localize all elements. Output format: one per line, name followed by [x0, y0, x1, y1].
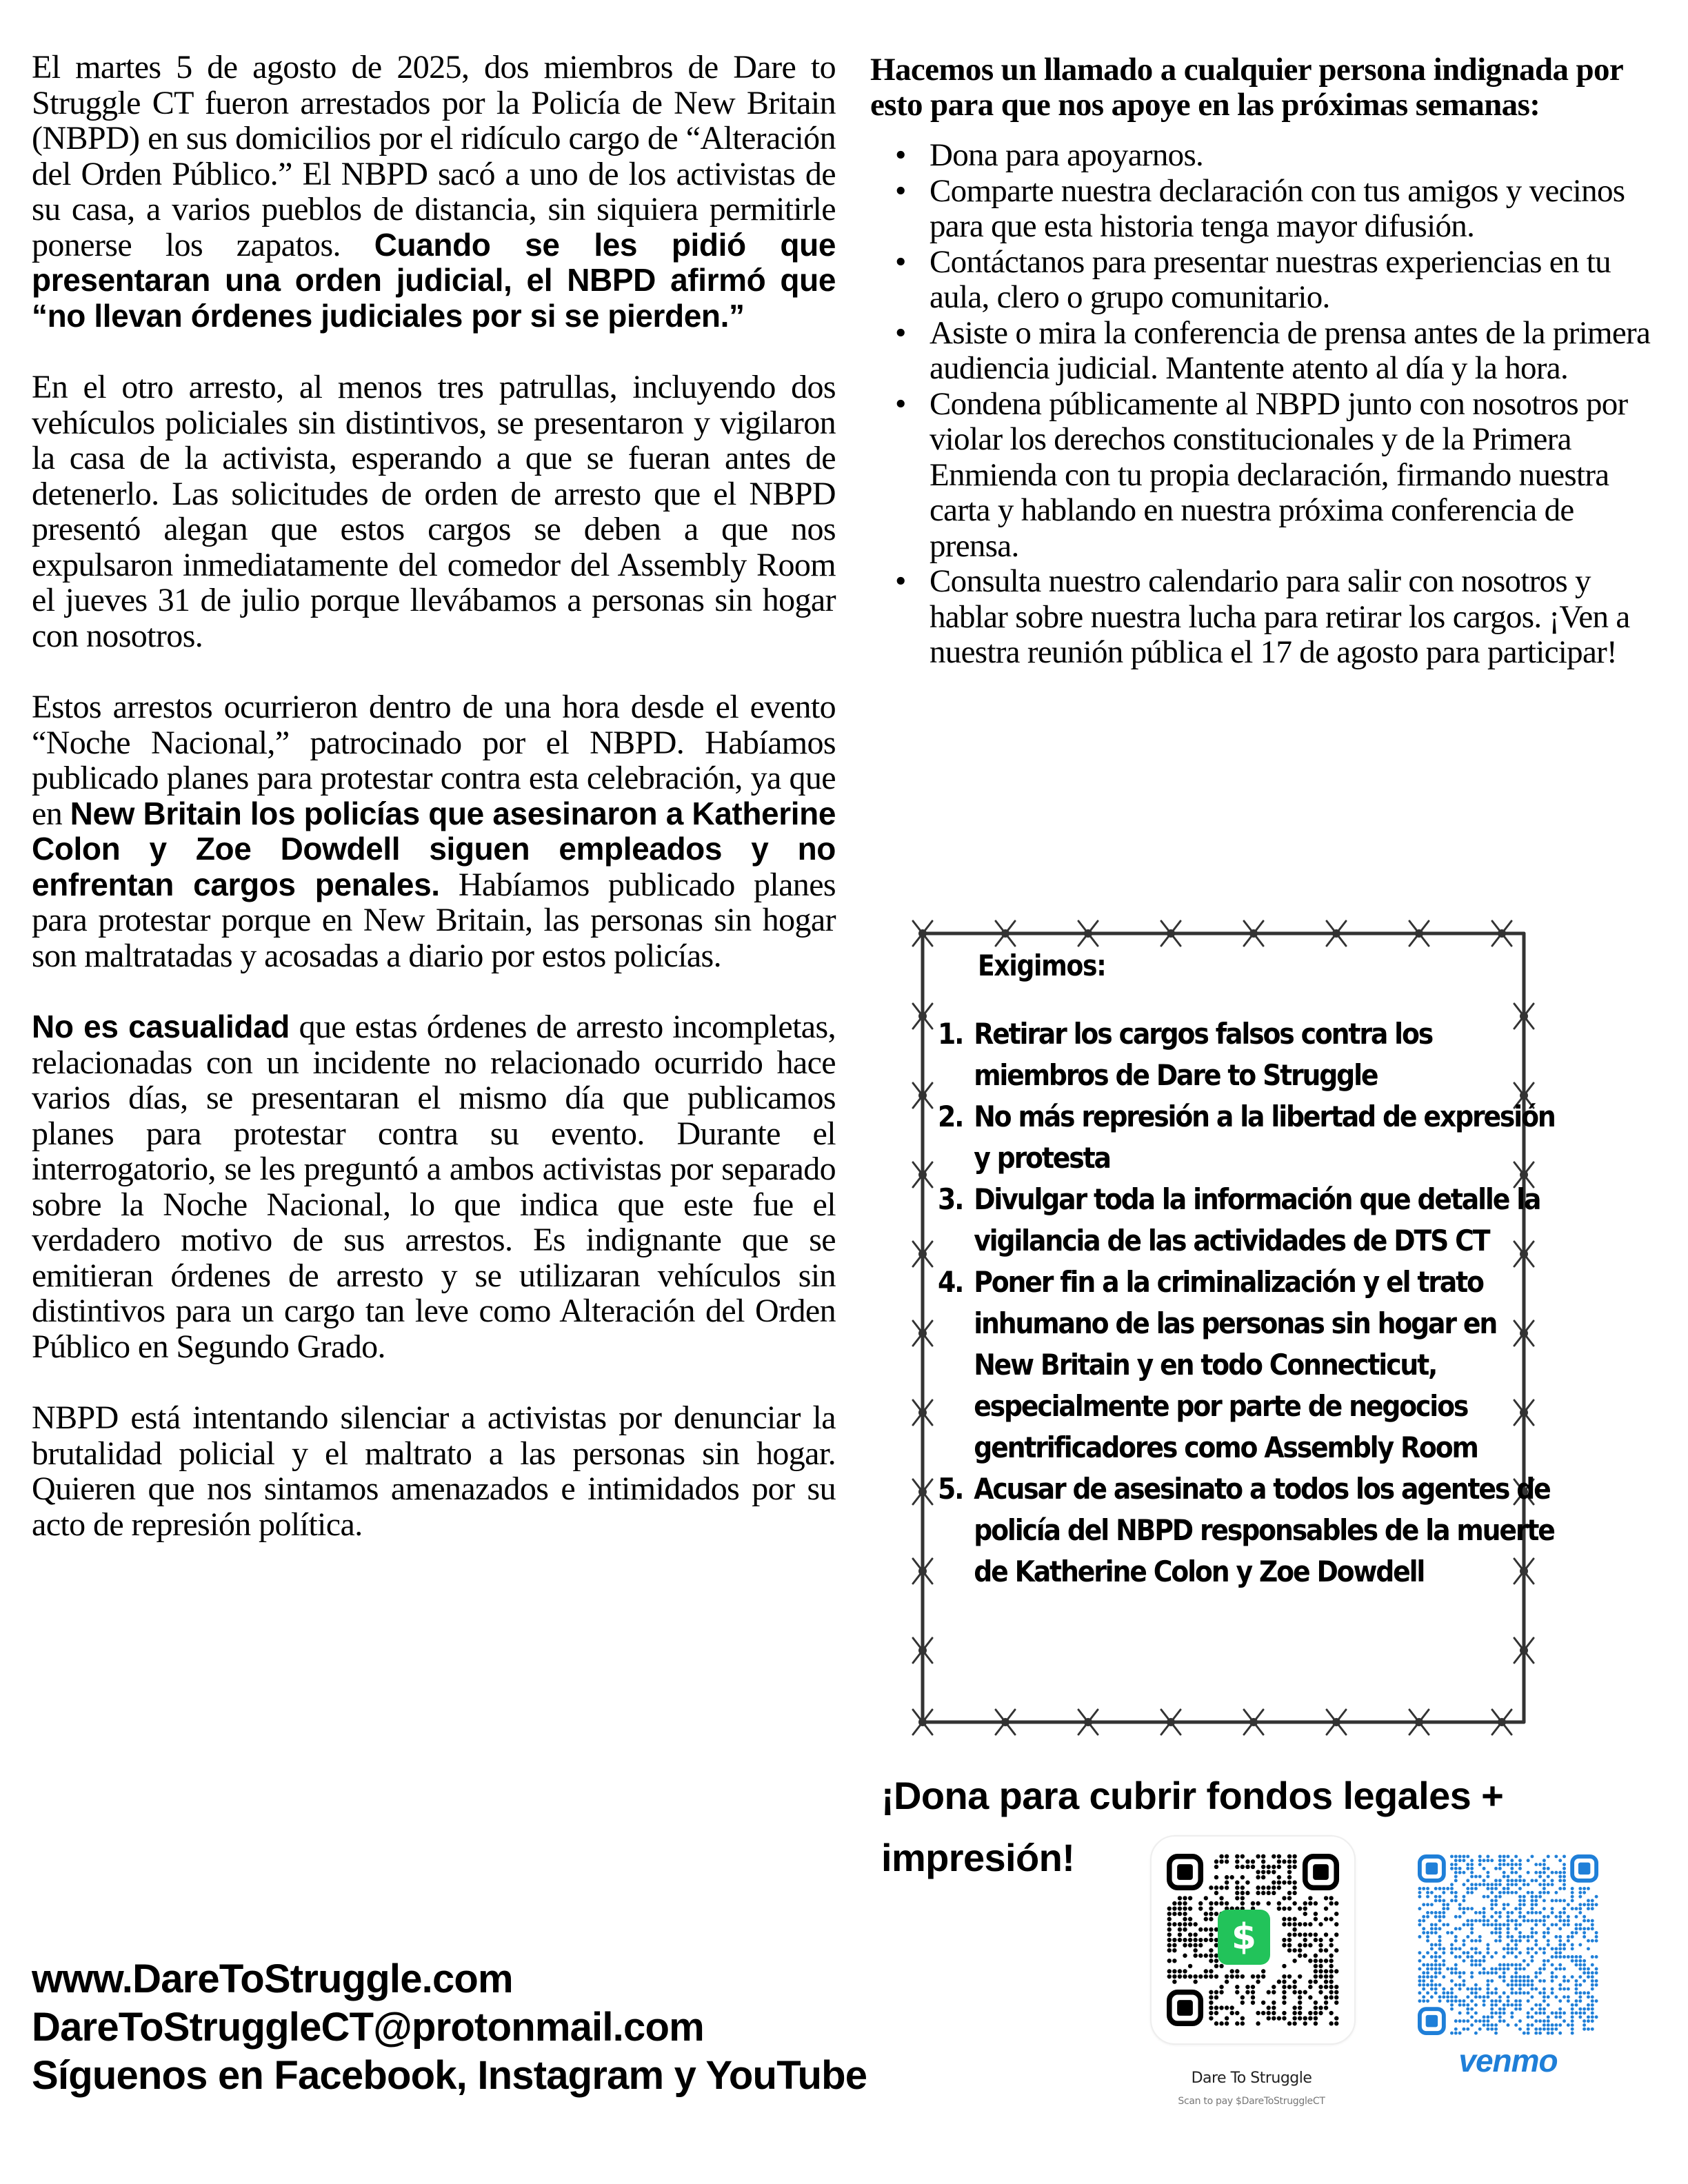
- action-item: [895, 316, 1663, 387]
- statement-paragraph-1: [32, 50, 836, 334]
- contact-block: [32, 1955, 1135, 2100]
- demand-text: Divulgar toda la información que detalle la vigilancia de las actividades de DTS CT: [974, 1182, 1540, 1257]
- bullet-icon: •: [895, 243, 906, 280]
- demand-number: 2.: [938, 1100, 963, 1133]
- call-to-action-section: [870, 52, 1663, 671]
- cashapp-name: Dare To Struggle: [1191, 2070, 1312, 2087]
- venmo-logo: venmo: [1458, 2043, 1558, 2079]
- action-item: [895, 564, 1663, 671]
- demand-item: [938, 1013, 1557, 1096]
- demand-item: [938, 1096, 1557, 1179]
- bullet-icon: •: [895, 563, 906, 599]
- demand-text: No más represión a la libertad de expresión y protesta: [974, 1100, 1555, 1175]
- demand-item: [938, 1179, 1557, 1262]
- emphasis-text: Cuando se les pidió que presentaran una orden judicial, el NBPD afirmó que “no llevan órdenes judiciales por si se pierden.”: [32, 226, 836, 334]
- demand-text: Retirar los cargos falsos contra los miembros de Dare to Struggle: [974, 1017, 1433, 1092]
- demands-list: [938, 1013, 1558, 1593]
- bullet-icon: •: [895, 172, 906, 209]
- action-item-text: Consulta nuestro calendario para salir con nosotros y hablar sobre nuestra lucha para retirar los cargos. ¡Ven a nuestra reunión pública el 17 de agosto para participar!: [930, 563, 1630, 670]
- demand-number: 3.: [938, 1182, 963, 1216]
- action-item-text: Dona para apoyarnos.: [930, 137, 1204, 173]
- call-to-action-heading: Hacemos un llamado a cualquier persona indignada por esto para que nos apoye en las próximas semanas:: [870, 52, 1623, 123]
- emphasis-text: New Britain los policías que asesinaron a Katherine Colon y Zoe Dowdell siguen empleados y no enfrentan cargos penales.: [32, 795, 836, 902]
- demand-text: Acusar de asesinato a todos los agentes de policía del NBPD responsables de la muerte de Katherine Colon y Zoe Dowdell: [974, 1472, 1554, 1588]
- venmo-qr-code-icon[interactable]: [1414, 1854, 1602, 2035]
- action-item-text: Asiste o mira la conferencia de prensa antes de la primera audiencia judicial. Mantente atento al día y la hora.: [930, 314, 1651, 386]
- cashapp-subtitle: Scan to pay $DareToStruggleCT: [1178, 2096, 1325, 2107]
- statement-paragraph-5: [32, 1400, 836, 1542]
- bullet-icon: •: [895, 385, 906, 422]
- demand-number: 1.: [938, 1017, 963, 1051]
- body-text: Estos arrestos ocurrieron dentro de una hora desde el evento “Noche Nacional,” patrocinado por el NBPD. Habíamos publicado planes para protestar contra esta celebración, ya que en: [32, 689, 836, 832]
- website-link[interactable]: www.DareToStruggle.com: [32, 1957, 513, 2001]
- cashapp-qr-card[interactable]: [1150, 1835, 1356, 2045]
- statement-paragraph-2: [32, 370, 836, 654]
- action-item-text: Condena públicamente al NBPD junto con nosotros por violar los derechos constitucionales y de la Primera Enmienda con tu propia declaración, firmando nuestra carta y hablando en nuestra próxima conferencia de prensa.: [930, 385, 1628, 564]
- demand-item: [938, 1262, 1557, 1468]
- demand-text: Poner fin a la criminalización y el trato inhumano de las personas sin hogar en New Britain y en todo Connecticut, especialmente por parte de negocios gentrificadores como Assembly Room: [974, 1265, 1497, 1464]
- body-text: En el otro arresto, al menos tres patrullas, incluyendo dos vehículos policiales sin distintivos, se presentaron y vigilaron la casa de la activista, esperando a que se fueran antes de detenerlo. Las solicitudes de orden de arresto que el NBPD presentó alegan que estos cargos se deben a que nos expulsaron inmediatamente del comedor del Assembly Room el jueves 31 de julio porque llevábamos a personas sin hogar con nosotros.: [32, 369, 836, 654]
- action-item: [895, 138, 1663, 174]
- bullet-icon: •: [895, 314, 906, 351]
- demand-item: [938, 1468, 1557, 1593]
- emphasis-text: No es casualidad: [32, 1009, 290, 1044]
- action-item: [895, 174, 1663, 245]
- social-media-text: Síguenos en Facebook, Instagram y YouTube: [32, 2053, 867, 2098]
- demands-title: Exigimos:: [978, 949, 1106, 982]
- body-text: NBPD está intentando silenciar a activistas por denunciar la brutalidad policial y el maltrato a las personas sin hogar. Quieren que nos sintamos amenazados e intimidados por su acto de represión política.: [32, 1399, 836, 1543]
- statement-paragraph-4: [32, 1009, 836, 1364]
- email-link[interactable]: DareToStruggleCT@protonmail.com: [32, 2005, 704, 2050]
- statement-column: [32, 50, 836, 1578]
- action-item: [895, 245, 1663, 316]
- action-list: [870, 138, 1663, 671]
- demand-number: 5.: [938, 1472, 963, 1506]
- action-item-text: Contáctanos para presentar nuestras experiencias en tu aula, clero o grupo comunitario.: [930, 243, 1611, 315]
- demand-number: 4.: [938, 1265, 963, 1299]
- body-text: El martes 5 de agosto de 2025, dos miembros de Dare to Struggle CT fueron arrestados por la Policía de New Britain (NBPD) en sus domicilios por el ridículo cargo de “Alteración del Orden Público.” El NBPD sacó a uno de los activistas de su casa, a varios pueblos de distancia, sin siquiera permitirle ponerse los zapatos.: [32, 49, 836, 263]
- body-text: Habíamos publicado planes para protestar porque en New Britain, las personas sin hogar son maltratadas y acosadas a diario por estos policías.: [32, 866, 836, 974]
- body-text: que estas órdenes de arresto incompletas, relacionadas con un incidente no relacionado ocurrido hace varios días, se presentaran el mismo día que publicamos planes para protestar contra su evento. Durante el interrogatorio, se les preguntó a ambos activistas por separado sobre la Noche Nacional, lo que indica que este fue el verdadero motivo de sus arrestos. Es indignante que se emitieran órdenes de arresto y se utilizaran vehículos sin distintivos para un cargo tan leve como Alteración del Orden Público en Segundo Grado.: [32, 1009, 836, 1365]
- demands-box: [917, 928, 1555, 1728]
- action-item: [895, 387, 1663, 565]
- statement-paragraph-3: [32, 689, 836, 973]
- action-item-text: Comparte nuestra declaración con tus amigos y vecinos para que esta historia tenga mayor difusión.: [930, 172, 1625, 244]
- dollar-sign-icon: $: [1218, 1910, 1270, 1965]
- bullet-icon: •: [895, 137, 906, 173]
- donate-heading: ¡Dona para cubrir fondos legales + impresión!: [881, 1774, 1504, 1879]
